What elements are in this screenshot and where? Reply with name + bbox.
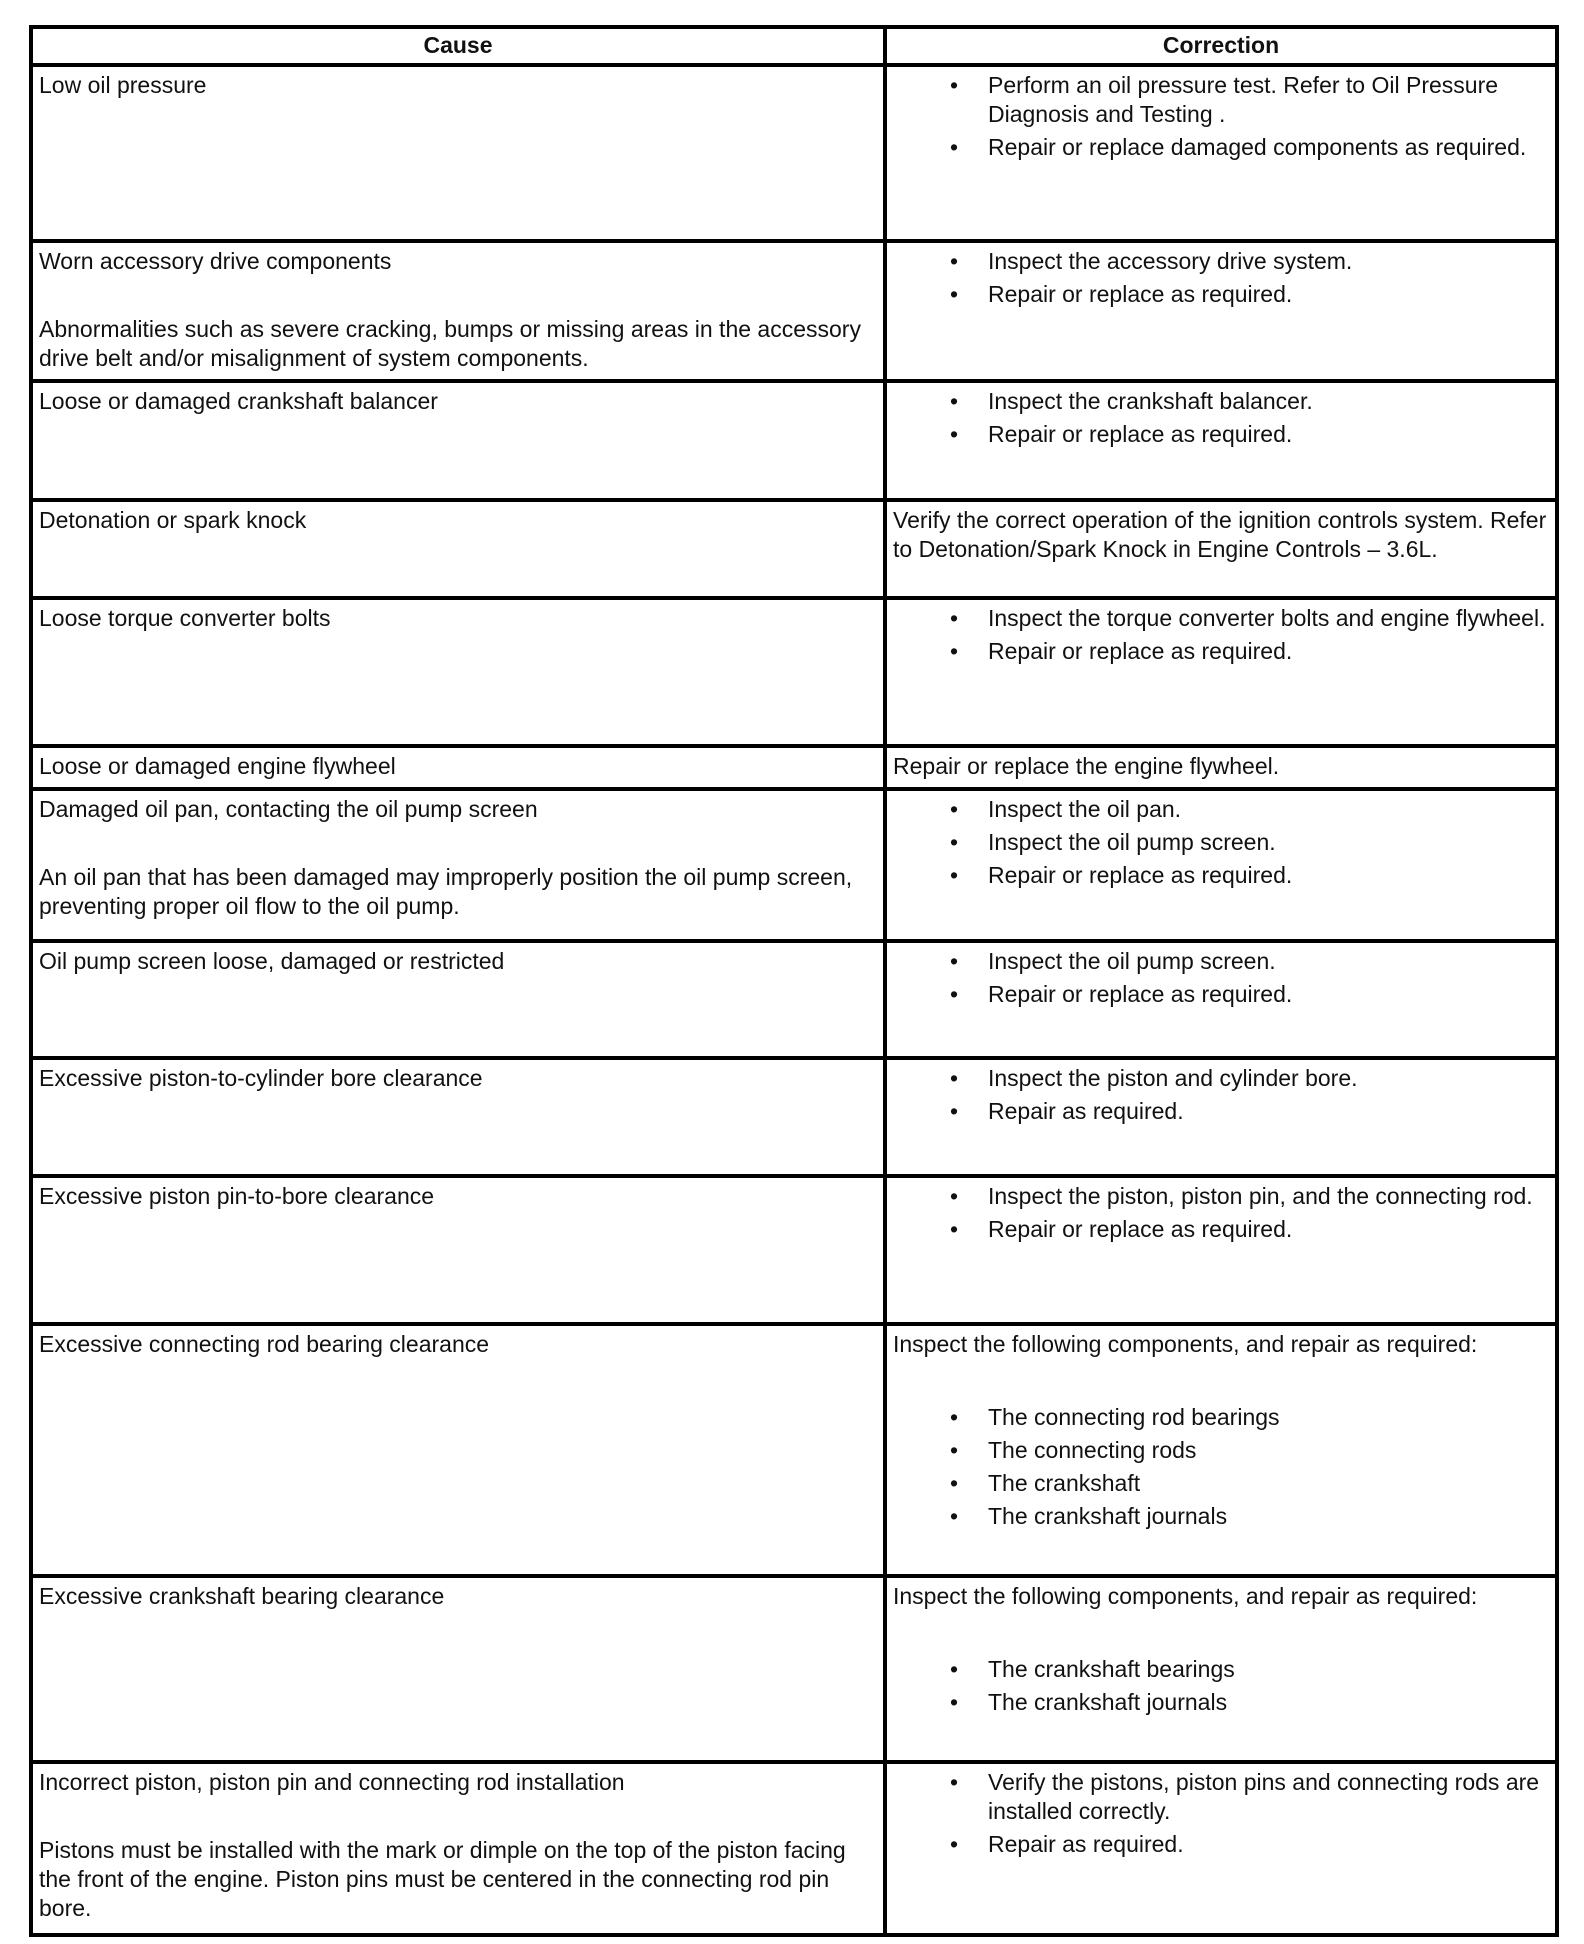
bullet-text: The connecting rods <box>988 1437 1197 1463</box>
cause-cell <box>31 789 885 941</box>
correction-cell <box>885 65 1557 241</box>
table-row <box>31 241 1557 381</box>
bullet-icon: • <box>949 1216 959 1242</box>
bullet-icon: • <box>949 1098 959 1124</box>
correction-cell <box>885 241 1557 381</box>
table-row <box>31 1176 1557 1324</box>
bullet-icon: • <box>949 1065 959 1091</box>
bullet-icon: • <box>949 1503 959 1529</box>
bullet-text: Repair or replace as required. <box>988 638 1293 664</box>
correction-bullet-item <box>949 1688 1549 1717</box>
table-row <box>31 941 1557 1058</box>
bullet-icon: • <box>949 1689 959 1715</box>
cause-cell <box>31 746 885 789</box>
bullet-text: Repair or replace as required. <box>988 281 1293 307</box>
correction-cell <box>885 1762 1557 1935</box>
correction-bullet-item <box>949 71 1549 129</box>
cause-cell <box>31 241 885 381</box>
bullet-text: Repair as required. <box>988 1098 1184 1124</box>
correction-bullet-item <box>949 280 1549 309</box>
bullet-icon: • <box>949 1769 959 1795</box>
cause-title: Incorrect piston, piston pin and connecting rod installation <box>39 1769 625 1795</box>
correction-text: Repair or replace the engine flywheel. <box>893 753 1280 779</box>
bullet-icon: • <box>949 134 959 160</box>
correction-bullet-list <box>893 1403 1549 1531</box>
correction-bullet-list <box>893 604 1549 666</box>
correction-cell <box>885 1058 1557 1176</box>
bullet-text: Repair or replace as required. <box>988 862 1293 888</box>
bullet-text: Inspect the piston, piston pin, and the connecting rod. <box>988 1183 1533 1209</box>
correction-text: Verify the correct operation of the ignition controls system. Refer to Detonation/Spark Knock in Engine Controls – 3.6L. <box>893 507 1553 562</box>
cause-title: Damaged oil pan, contacting the oil pump screen <box>39 796 538 822</box>
correction-bullet-item <box>949 1436 1549 1465</box>
correction-cell <box>885 1324 1557 1576</box>
bullet-icon: • <box>949 981 959 1007</box>
correction-bullet-item <box>949 947 1549 976</box>
table-row <box>31 1576 1557 1762</box>
bullet-text: The crankshaft bearings <box>988 1656 1235 1682</box>
cause-cell <box>31 500 885 598</box>
cause-title: Loose torque converter bolts <box>39 605 331 631</box>
bullet-icon: • <box>949 1831 959 1857</box>
cause-title: Oil pump screen loose, damaged or restricted <box>39 948 505 974</box>
cause-cell <box>31 598 885 746</box>
correction-cell <box>885 789 1557 941</box>
table-row <box>31 746 1557 789</box>
correction-bullet-item <box>949 1064 1549 1093</box>
table-row <box>31 381 1557 500</box>
cause-title: Low oil pressure <box>39 72 207 98</box>
bullet-icon: • <box>949 72 959 98</box>
bullet-text: Inspect the oil pump screen. <box>988 829 1276 855</box>
correction-cell <box>885 1576 1557 1762</box>
correction-bullet-list <box>893 247 1549 309</box>
correction-cell <box>885 746 1557 789</box>
bullet-text: Inspect the torque converter bolts and engine flywheel. <box>988 605 1546 631</box>
correction-cell <box>885 941 1557 1058</box>
cause-description: Abnormalities such as severe cracking, bumps or missing areas in the accessory drive belt and/or misalignment of system components. <box>39 316 868 371</box>
bullet-icon: • <box>949 862 959 888</box>
bullet-icon: • <box>949 605 959 631</box>
bullet-text: Repair as required. <box>988 1831 1184 1857</box>
correction-bullet-list <box>893 1655 1549 1717</box>
cause-cell <box>31 65 885 241</box>
correction-bullet-list <box>893 387 1549 449</box>
correction-bullet-item <box>949 1830 1549 1859</box>
bullet-text: Inspect the accessory drive system. <box>988 248 1353 274</box>
bullet-text: Repair or replace damaged components as required. <box>988 134 1527 160</box>
bullet-text: Inspect the oil pump screen. <box>988 948 1276 974</box>
bullet-text: The connecting rod bearings <box>988 1404 1280 1430</box>
cause-cell <box>31 381 885 500</box>
cause-title: Excessive crankshaft bearing clearance <box>39 1583 445 1609</box>
table-row <box>31 500 1557 598</box>
diagnosis-table-wrapper <box>29 25 1555 1937</box>
correction-bullet-item <box>949 980 1549 1009</box>
correction-cell <box>885 1176 1557 1324</box>
bullet-icon: • <box>949 1404 959 1430</box>
correction-bullet-list <box>893 795 1549 890</box>
bullet-icon: • <box>949 248 959 274</box>
correction-bullet-item <box>949 1403 1549 1432</box>
bullet-text: Repair or replace as required. <box>988 981 1293 1007</box>
bullet-icon: • <box>949 421 959 447</box>
header-cause: Cause <box>31 27 885 65</box>
bullet-icon: • <box>949 1656 959 1682</box>
correction-bullet-item <box>949 1097 1549 1126</box>
bullet-text: Repair or replace as required. <box>988 1216 1293 1242</box>
bullet-icon: • <box>949 796 959 822</box>
bullet-icon: • <box>949 829 959 855</box>
correction-cell <box>885 381 1557 500</box>
correction-bullet-item <box>949 861 1549 890</box>
correction-bullet-list <box>893 947 1549 1009</box>
bullet-icon: • <box>949 638 959 664</box>
bullet-text: Perform an oil pressure test. Refer to Oil Pressure Diagnosis and Testing . <box>988 72 1499 127</box>
correction-bullet-item <box>949 1655 1549 1684</box>
bullet-icon: • <box>949 948 959 974</box>
cause-cell <box>31 1576 885 1762</box>
correction-bullet-list <box>893 1182 1549 1244</box>
diagnosis-table <box>29 25 1559 1937</box>
cause-cell <box>31 941 885 1058</box>
correction-text: Inspect the following components, and repair as required: <box>893 1331 1478 1357</box>
bullet-text: Verify the pistons, piston pins and connecting rods are installed correctly. <box>988 1769 1540 1824</box>
correction-bullet-item <box>949 637 1549 666</box>
bullet-text: Inspect the oil pan. <box>988 796 1182 822</box>
cause-cell <box>31 1176 885 1324</box>
bullet-text: The crankshaft journals <box>988 1503 1228 1529</box>
bullet-icon: • <box>949 1183 959 1209</box>
correction-bullet-item <box>949 420 1549 449</box>
cause-cell <box>31 1058 885 1176</box>
correction-cell <box>885 598 1557 746</box>
cause-title: Detonation or spark knock <box>39 507 307 533</box>
correction-bullet-list <box>893 1768 1549 1859</box>
correction-bullet-item <box>949 247 1549 276</box>
cause-title: Worn accessory drive components <box>39 248 392 274</box>
correction-bullet-item <box>949 604 1549 633</box>
correction-bullet-list <box>893 1064 1549 1126</box>
cause-title: Loose or damaged engine flywheel <box>39 753 396 779</box>
correction-bullet-item <box>949 387 1549 416</box>
cause-title: Excessive piston pin-to-bore clearance <box>39 1183 435 1209</box>
bullet-text: Inspect the piston and cylinder bore. <box>988 1065 1358 1091</box>
table-row <box>31 1762 1557 1935</box>
correction-bullet-item <box>949 1502 1549 1531</box>
table-row <box>31 1058 1557 1176</box>
bullet-text: Inspect the crankshaft balancer. <box>988 388 1313 414</box>
table-row <box>31 1324 1557 1576</box>
correction-bullet-item <box>949 1469 1549 1498</box>
correction-cell <box>885 500 1557 598</box>
bullet-icon: • <box>949 281 959 307</box>
cause-description: Pistons must be installed with the mark or dimple on the top of the piston facing the front of the engine. Piston pins must be centered in the connecting rod pin bore. <box>39 1837 853 1921</box>
cause-cell <box>31 1762 885 1935</box>
correction-bullet-item <box>949 1768 1549 1826</box>
correction-bullet-item <box>949 1182 1549 1211</box>
correction-bullet-list <box>893 71 1549 162</box>
bullet-icon: • <box>949 388 959 414</box>
cause-title: Loose or damaged crankshaft balancer <box>39 388 438 414</box>
table-row <box>31 65 1557 241</box>
table-header-row <box>31 27 1557 65</box>
cause-description: An oil pan that has been damaged may improperly position the oil pump screen, preventing proper oil flow to the oil pump. <box>39 864 859 919</box>
correction-bullet-item <box>949 828 1549 857</box>
header-correction: Correction <box>885 27 1557 65</box>
bullet-text: The crankshaft <box>988 1470 1141 1496</box>
bullet-text: Repair or replace as required. <box>988 421 1293 447</box>
table-body <box>31 65 1557 1935</box>
correction-bullet-item <box>949 1215 1549 1244</box>
bullet-icon: • <box>949 1437 959 1463</box>
table-row <box>31 598 1557 746</box>
correction-bullet-item <box>949 795 1549 824</box>
cause-title: Excessive connecting rod bearing clearance <box>39 1331 490 1357</box>
bullet-text: The crankshaft journals <box>988 1689 1228 1715</box>
bullet-icon: • <box>949 1470 959 1496</box>
correction-text: Inspect the following components, and repair as required: <box>893 1583 1478 1609</box>
cause-title: Excessive piston-to-cylinder bore clearance <box>39 1065 483 1091</box>
correction-bullet-item <box>949 133 1549 162</box>
table-row <box>31 789 1557 941</box>
cause-cell <box>31 1324 885 1576</box>
